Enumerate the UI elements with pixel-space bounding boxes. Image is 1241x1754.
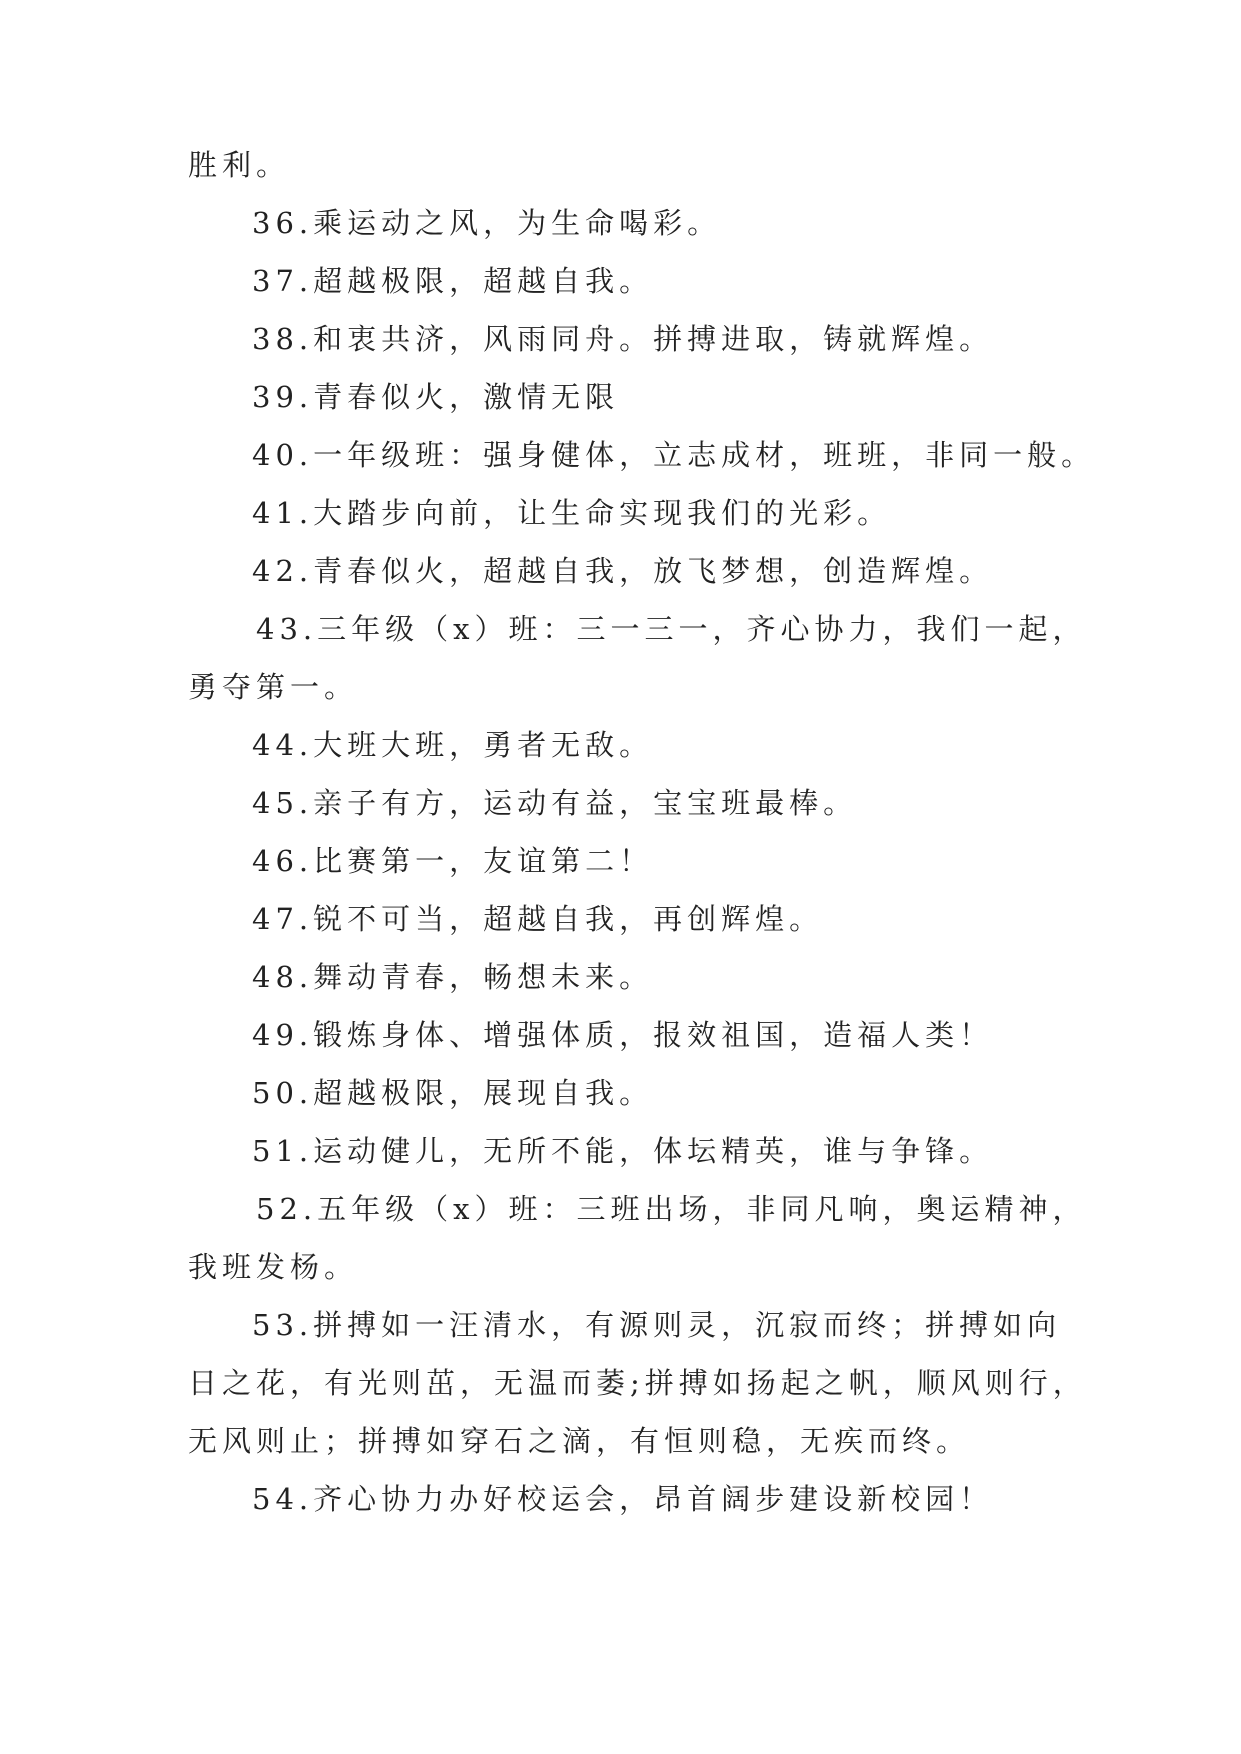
list-item: 53.拼搏如一汪清水，有源则灵，沉寂而终；拼搏如向 bbox=[252, 1308, 1062, 1342]
list-item: 52.五年级（x）班：三班出场，非同凡响，奥运精神， bbox=[256, 1192, 1087, 1226]
list-item: 37.超越极限，超越自我。 bbox=[252, 264, 654, 298]
list-item: 39.青春似火，激情无限 bbox=[252, 380, 620, 414]
list-item: 41.大踏步向前，让生命实现我们的光彩。 bbox=[252, 496, 892, 530]
text-line: 我班发杨。 bbox=[188, 1250, 359, 1284]
list-item: 50.超越极限，展现自我。 bbox=[252, 1076, 654, 1110]
text-line: 胜利。 bbox=[188, 148, 291, 182]
list-item: 36.乘运动之风，为生命喝彩。 bbox=[252, 206, 722, 240]
list-item: 54.齐心协力办好校运会，昂首阔步建设新校园！ bbox=[252, 1482, 994, 1516]
list-item: 48.舞动青春，畅想未来。 bbox=[252, 960, 654, 994]
list-item: 42.青春似火，超越自我，放飞梦想，创造辉煌。 bbox=[252, 554, 994, 588]
text-line: 无风则止；拼搏如穿石之滴，有恒则稳，无疾而终。 bbox=[188, 1424, 971, 1458]
list-item: 44.大班大班，勇者无敌。 bbox=[252, 728, 654, 762]
list-item: 38.和衷共济，风雨同舟。拼搏进取，铸就辉煌。 bbox=[252, 322, 994, 356]
text-line: 日之花，有光则茁，无温而萎;拼搏如扬起之帆，顺风则行， bbox=[188, 1366, 1087, 1400]
list-item: 49.锻炼身体、增强体质，报效祖国，造福人类！ bbox=[252, 1018, 994, 1052]
list-item: 40.一年级班：强身健体，立志成材，班班，非同一般。 bbox=[252, 438, 1096, 472]
list-item: 51.运动健儿，无所不能，体坛精英，谁与争锋。 bbox=[252, 1134, 994, 1168]
list-item: 45.亲子有方，运动有益，宝宝班最棒。 bbox=[252, 786, 858, 820]
list-item: 46.比赛第一，友谊第二！ bbox=[252, 844, 654, 878]
list-item: 47.锐不可当，超越自我，再创辉煌。 bbox=[252, 902, 824, 936]
text-line: 勇夺第一。 bbox=[188, 670, 359, 704]
list-item: 43.三年级（x）班：三一三一，齐心协力，我们一起， bbox=[256, 612, 1087, 646]
